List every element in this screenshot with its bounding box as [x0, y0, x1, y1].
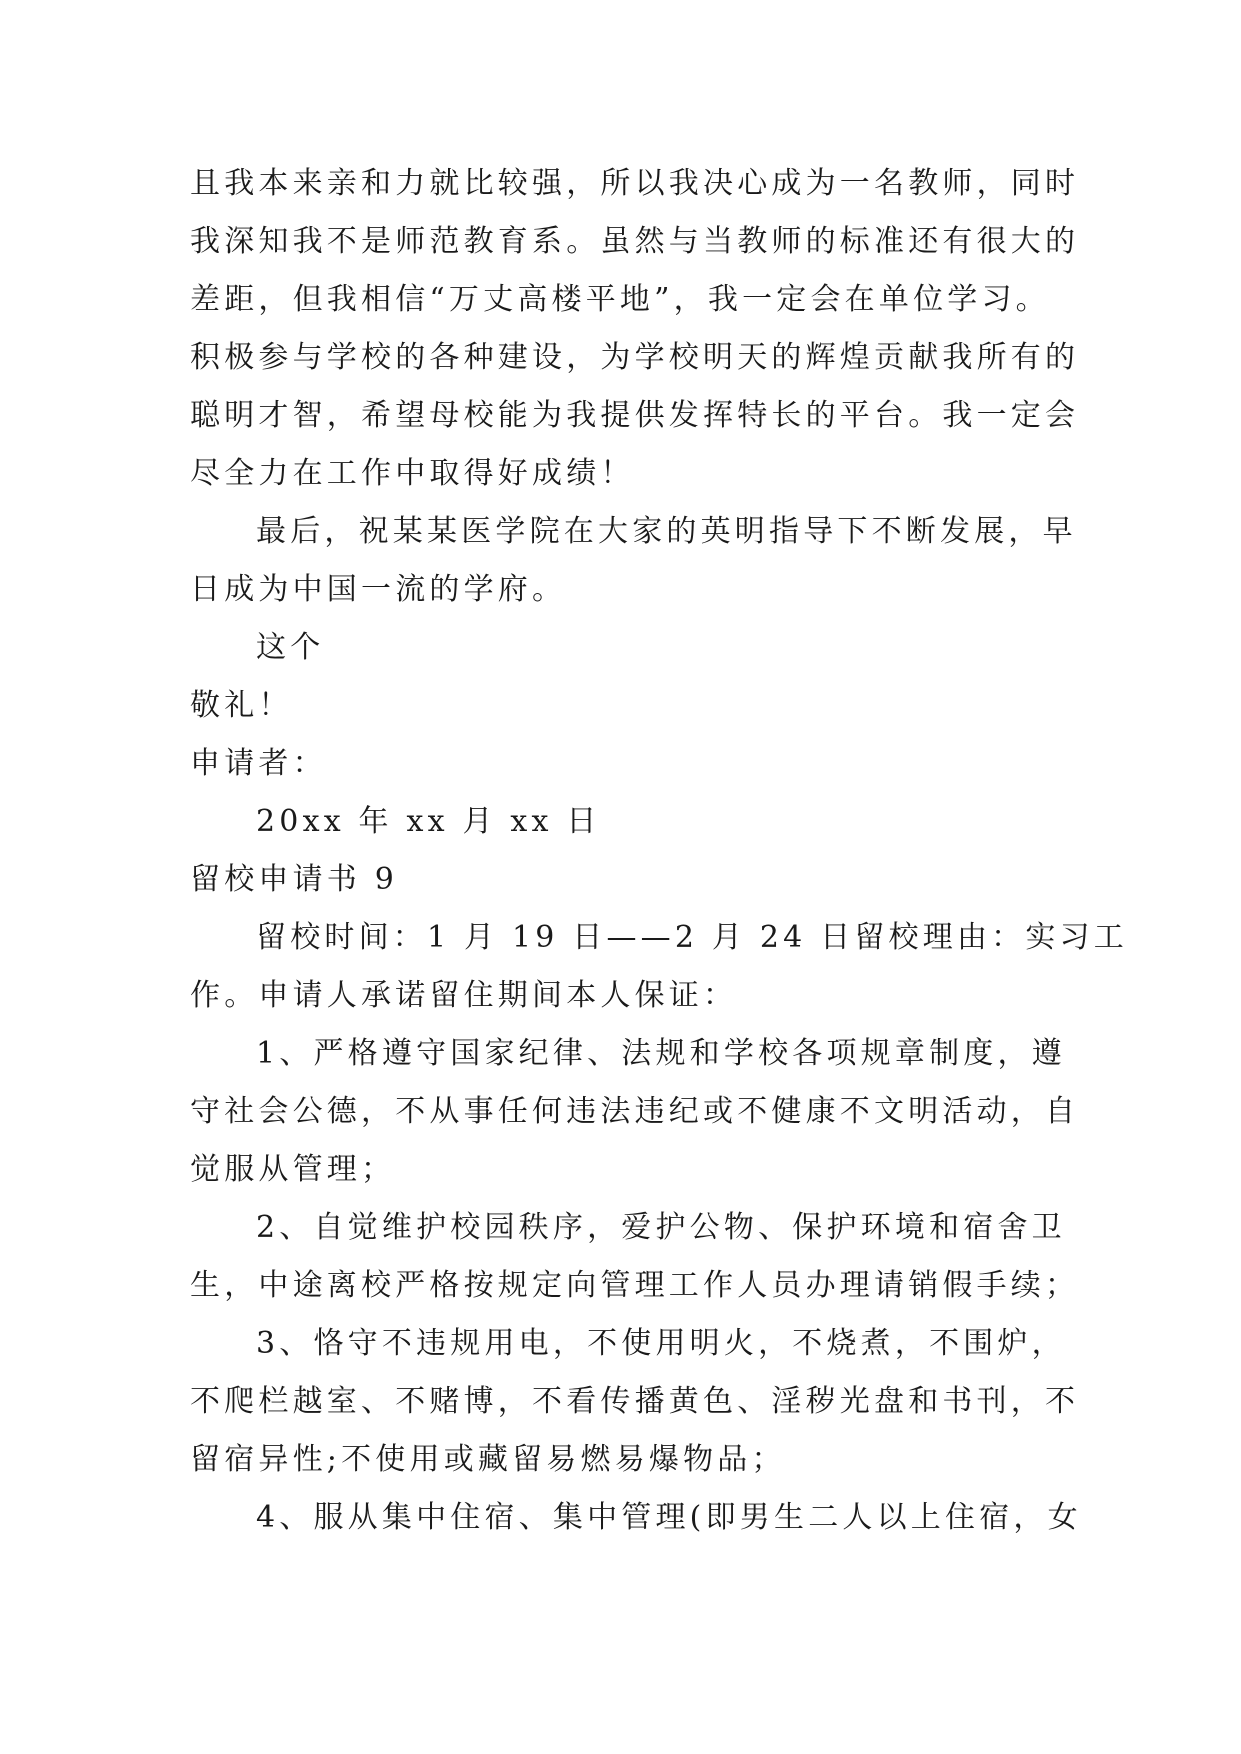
list-item: 2、自觉维护校园秩序，爱护公物、保护环境和宿舍卫 [256, 1210, 1066, 1245]
text-line: 留校时间：1 月 19 日——2 月 24 日留校理由：实习工 [256, 920, 1128, 955]
closing-salutation: 这个 [256, 630, 325, 665]
text-line: 守社会公德，不从事任何违法违纪或不健康不文明活动，自 [190, 1094, 1080, 1129]
text-line: 聪明才智，希望母校能为我提供发挥特长的平台。我一定会 [190, 398, 1080, 433]
text-line: 生，中途离校严格按规定向管理工作人员办理请销假手续； [190, 1268, 1080, 1303]
text-line: 尽全力在工作中取得好成绩！ [190, 456, 635, 491]
text-line: 不爬栏越室、不赌博，不看传播黄色、淫秽光盘和书刊，不 [190, 1384, 1080, 1419]
text-line: 觉服从管理； [190, 1152, 396, 1187]
text-line: 留宿异性;不使用或藏留易燃易爆物品； [190, 1442, 786, 1477]
text-line: 日成为中国一流的学府。 [190, 572, 567, 607]
text-line: 差距，但我相信“万丈高楼平地”，我一定会在单位学习。 [190, 282, 1050, 317]
section-title: 留校申请书 9 [190, 862, 399, 897]
list-item: 4、服从集中住宿、集中管理(即男生二人以上住宿，女 [256, 1500, 1082, 1535]
date-line: 20xx 年 xx 月 xx 日 [256, 804, 601, 839]
closing-regards: 敬礼！ [190, 688, 293, 723]
text-line: 我深知我不是师范教育系。虽然与当教师的标准还有很大的 [190, 224, 1080, 259]
text-line: 且我本来亲和力就比较强，所以我决心成为一名教师，同时 [190, 166, 1080, 201]
list-item: 3、恪守不违规用电，不使用明火，不烧煮，不围炉， [256, 1326, 1066, 1361]
text-line: 最后，祝某某医学院在大家的英明指导下不断发展，早 [256, 514, 1077, 549]
applicant-label: 申请者： [190, 746, 327, 781]
text-line: 积极参与学校的各种建设，为学校明天的辉煌贡献我所有的 [190, 340, 1080, 375]
list-item: 1、严格遵守国家纪律、法规和学校各项规章制度，遵 [256, 1036, 1066, 1071]
text-line: 作。申请人承诺留住期间本人保证： [190, 978, 738, 1013]
